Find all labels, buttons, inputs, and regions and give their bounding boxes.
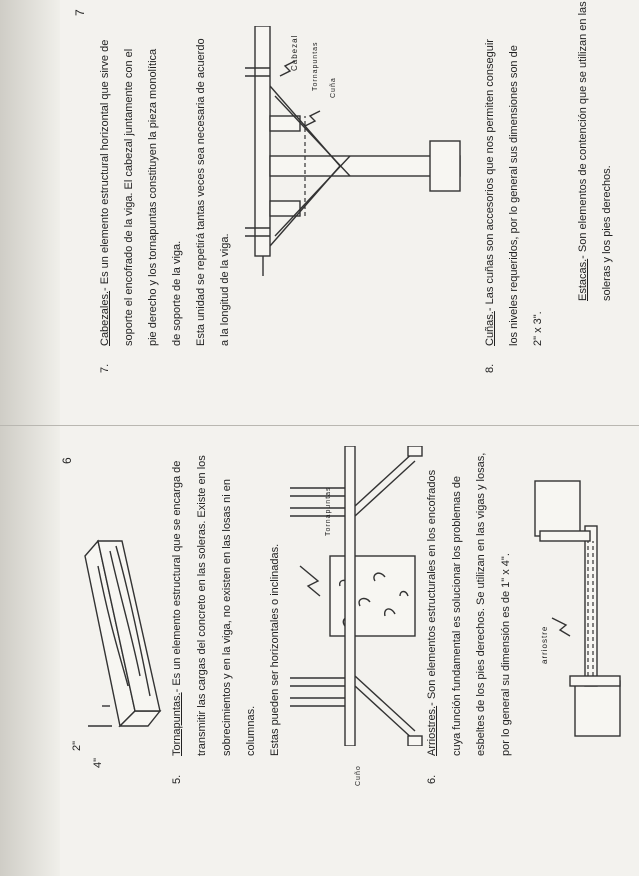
item7-line-1: soporte el encofrado de la viga. El cabezal juntamente con el bbox=[123, 48, 135, 346]
item5-line-0 bbox=[172, 461, 183, 756]
item7-term: Cabezales. bbox=[99, 290, 111, 346]
item6-text-0: - Son elementos estructurales en los encofrados bbox=[426, 469, 438, 706]
item5-line-4: Estas pueden ser horizontales o inclinadas. bbox=[269, 543, 281, 756]
item5-number: 5. bbox=[171, 774, 183, 784]
tornapuntas-diagram bbox=[290, 446, 425, 746]
item5-term: Tornapuntas. bbox=[171, 692, 183, 756]
item9-line-1: soleras y los pies derechos. bbox=[601, 165, 613, 301]
item8-text-0: - Las cuñas son accesorios que nos permiten conseguir bbox=[484, 39, 496, 312]
tornapuntas-label: Tornapuntas bbox=[325, 486, 332, 536]
item8-line-1: los niveles requeridos, por lo general sus dimensiones son de bbox=[508, 45, 520, 346]
item6-term: Arriostres. bbox=[426, 705, 438, 756]
page-number-right: 7 bbox=[73, 9, 87, 16]
item6-number: 6. bbox=[426, 774, 438, 784]
cabezal-label: Cabezal bbox=[290, 34, 299, 71]
cabezal-diagram bbox=[245, 26, 465, 276]
lumber-diagram bbox=[80, 506, 170, 766]
item9-term: Estacas. bbox=[577, 258, 589, 301]
item7-text-0: - Es un elemento estructural horizontal que sirve de bbox=[99, 39, 111, 291]
item6-line-2: esbeltes de los pies derechos. Se utilizan en las vigas y losas, bbox=[475, 452, 487, 756]
cuna-left-label: Cuño bbox=[355, 765, 362, 786]
item9-text-0: - Son elementos de contención que se utilizan en las bbox=[577, 1, 589, 259]
tornapuntas-right-label: Tornapuntas bbox=[312, 41, 319, 91]
item5-line-1: transmitir las cargas del concreto en las soleras. Existe en los bbox=[196, 455, 208, 756]
item8-line-2: 2" x 3". bbox=[532, 311, 544, 346]
item8-line-0 bbox=[485, 39, 496, 346]
item7-number: 7. bbox=[99, 363, 111, 373]
dim-2in-label: 2" bbox=[71, 740, 83, 751]
item5-text-0: - Es un elemento estructural que se encarga de bbox=[171, 460, 183, 693]
item8-number: 8. bbox=[484, 363, 496, 373]
arriostre-diagram bbox=[530, 446, 630, 756]
cuna-right-label: Cuña bbox=[330, 77, 337, 98]
page-number-left: 6 bbox=[60, 457, 74, 464]
item7-line-2: pie derecho y los tornapuntas constituyen la pieza monolítica bbox=[147, 48, 159, 346]
arriostre-label: arriostre bbox=[540, 625, 549, 664]
item7-line-5: a la longitud de la viga. bbox=[219, 233, 231, 346]
item7-line-4: Esta unidad se repetirá tantas veces sea necesaria de acuerdo bbox=[195, 38, 207, 346]
item5-line-2: sobrecimientos y en la viga, no existen en las losas ni en bbox=[221, 479, 233, 756]
item6-line-3: por lo general su dimensión es de 1" x 4". bbox=[500, 553, 512, 756]
dim-4in-label: 4" bbox=[92, 757, 104, 768]
item6-line-1: cuya función fundamental es solucionar los problemas de bbox=[451, 475, 463, 756]
item8-term: Cuñas. bbox=[484, 311, 496, 346]
item9-line-0 bbox=[578, 1, 589, 301]
item7-line-0 bbox=[100, 40, 111, 346]
item6-line-0 bbox=[427, 470, 438, 756]
item7-line-3: de soporte de la viga. bbox=[171, 240, 183, 346]
item5-line-3: columnas. bbox=[245, 705, 257, 756]
